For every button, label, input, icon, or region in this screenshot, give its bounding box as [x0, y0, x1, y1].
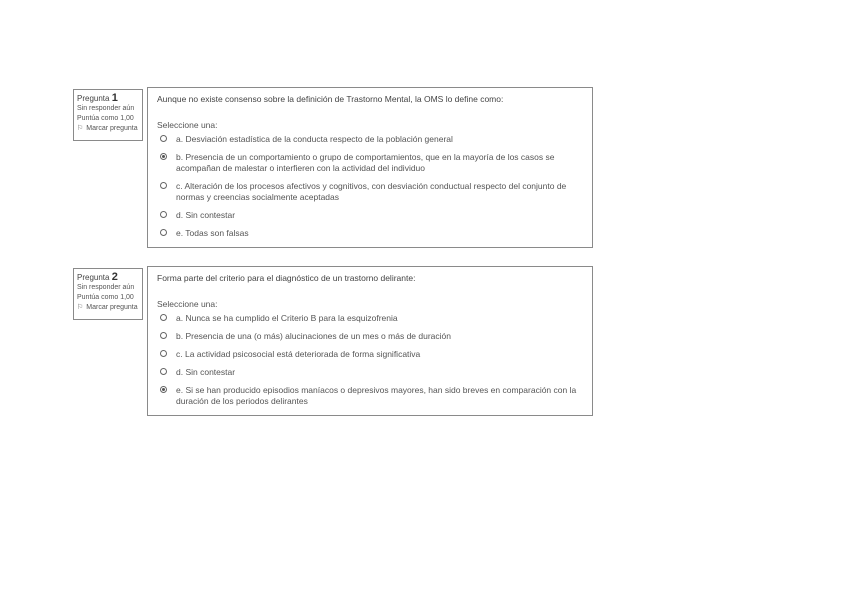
answer-option-b[interactable] — [157, 331, 584, 342]
answer-list — [157, 134, 584, 239]
radio-button[interactable] — [160, 135, 167, 142]
question-text: Aunque no existe consenso sobre la definición de Trastorno Mental, la OMS lo define como: — [157, 94, 504, 104]
answer-label: d. Sin contestar — [176, 210, 236, 220]
radio-button[interactable] — [160, 211, 167, 218]
radio-button[interactable] — [160, 368, 167, 375]
answer-option-a[interactable] — [157, 313, 584, 324]
flag-icon: ⚐ — [77, 304, 84, 311]
radio-button-selected[interactable] — [160, 153, 167, 160]
answer-label: a. Nunca se ha cumplido el Criterio B para la esquizofrenia — [176, 313, 398, 323]
question-title — [77, 93, 139, 104]
radio-button[interactable] — [160, 229, 167, 236]
question-score: Puntúa como 1,00 — [77, 115, 134, 122]
answer-option-c[interactable] — [157, 181, 584, 203]
answer-option-d[interactable] — [157, 367, 584, 378]
question-label: Pregunta — [77, 273, 110, 282]
question-score: Puntúa como 1,00 — [77, 294, 134, 301]
question-title — [77, 272, 139, 283]
question-content-1 — [147, 87, 593, 248]
answer-label: d. Sin contestar — [176, 367, 236, 377]
answer-label: c. Alteración de los procesos afectivos y cognitivos, con desviación conductual respecto del conjunto de normas y creencias socialmente aceptadas — [176, 181, 567, 202]
question-label: Pregunta — [77, 94, 110, 103]
question-info-2 — [73, 268, 143, 320]
radio-button[interactable] — [160, 314, 167, 321]
radio-button[interactable] — [160, 182, 167, 189]
flag-icon: ⚐ — [77, 125, 84, 132]
answer-option-e[interactable] — [157, 385, 584, 407]
question-info-1 — [73, 89, 143, 141]
answer-label: e. Todas son falsas — [176, 228, 249, 238]
answer-option-c[interactable] — [157, 349, 584, 360]
radio-button[interactable] — [160, 332, 167, 339]
question-status: Sin responder aún — [77, 105, 135, 112]
answer-label: c. La actividad psicosocial está deteriorada de forma significativa — [176, 349, 421, 359]
question-number: 2 — [111, 271, 118, 283]
question-text: Forma parte del criterio para el diagnóstico de un trastorno delirante: — [157, 273, 416, 283]
answer-prompt: Seleccione una: — [157, 120, 218, 130]
answer-option-b[interactable] — [157, 152, 584, 174]
answer-label: b. Presencia de una (o más) alucinaciones de un mes o más de duración — [176, 331, 451, 341]
flag-question-button[interactable] — [77, 303, 139, 313]
question-content-2 — [147, 266, 593, 416]
answer-option-e[interactable] — [157, 228, 584, 239]
radio-button-selected[interactable] — [160, 386, 167, 393]
flag-question-label: Marcar pregunta — [86, 125, 138, 132]
flag-question-button[interactable] — [77, 124, 139, 134]
question-number: 1 — [111, 92, 118, 104]
answer-list — [157, 313, 584, 407]
answer-label: b. Presencia de un comportamiento o grupo de comportamientos, que en la mayoría de los casos se acompañan de malestar o interfieren con la actividad del individuo — [176, 152, 555, 173]
flag-question-label: Marcar pregunta — [86, 304, 138, 311]
answer-label: e. Si se han producido episodios maníacos o depresivos mayores, han sido breves en comparación con la duración de los periodos delirantes — [176, 385, 577, 406]
question-status: Sin responder aún — [77, 284, 135, 291]
answer-option-a[interactable] — [157, 134, 584, 145]
answer-label: a. Desviación estadística de la conducta respecto de la población general — [176, 134, 453, 144]
answer-prompt: Seleccione una: — [157, 299, 218, 309]
radio-button[interactable] — [160, 350, 167, 357]
answer-option-d[interactable] — [157, 210, 584, 221]
